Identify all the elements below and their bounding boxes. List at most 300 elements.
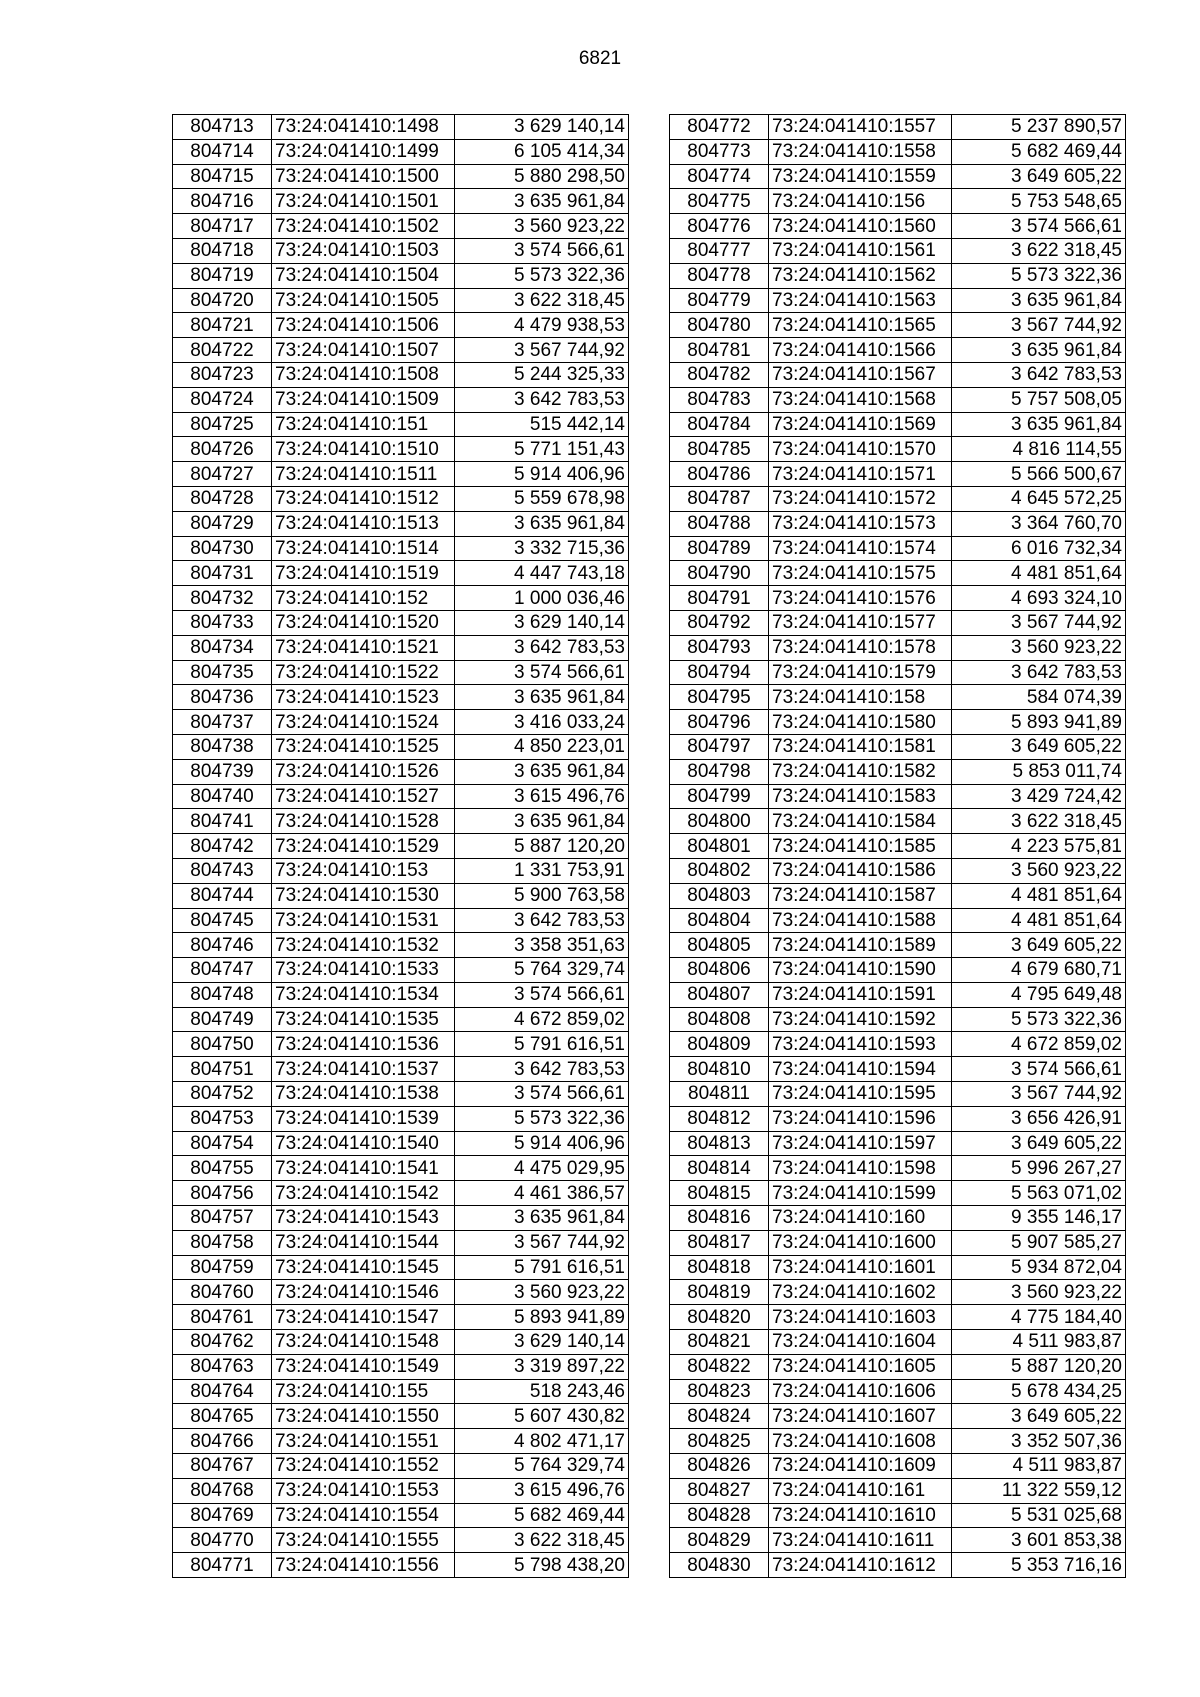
table-row — [670, 189, 1126, 214]
cadastral-number-cell: 73:24:041410:1584 — [769, 809, 952, 834]
table-row — [670, 536, 1126, 561]
row-number-cell: 804755 — [173, 1156, 272, 1181]
value-cell: 3 635 961,84 — [455, 1206, 629, 1231]
value-cell: 3 642 783,53 — [455, 908, 629, 933]
row-number-cell: 804715 — [173, 164, 272, 189]
cadastral-number-cell: 73:24:041410:1596 — [769, 1106, 952, 1131]
row-number-cell: 804821 — [670, 1330, 769, 1355]
table-row — [670, 1206, 1126, 1231]
cadastral-number-cell: 73:24:041410:1556 — [272, 1553, 455, 1578]
value-cell: 3 574 566,61 — [952, 214, 1126, 239]
table-row — [670, 1553, 1126, 1578]
table-row — [670, 214, 1126, 239]
value-cell: 3 319 897,22 — [455, 1354, 629, 1379]
row-number-cell: 804785 — [670, 437, 769, 462]
row-number-cell: 804818 — [670, 1255, 769, 1280]
cadastral-number-cell: 73:24:041410:1600 — [769, 1230, 952, 1255]
row-number-cell: 804743 — [173, 858, 272, 883]
value-cell: 5 559 678,98 — [455, 486, 629, 511]
cadastral-number-cell: 73:24:041410:1611 — [769, 1528, 952, 1553]
row-number-cell: 804782 — [670, 362, 769, 387]
cadastral-number-cell: 73:24:041410:1572 — [769, 486, 952, 511]
row-number-cell: 804824 — [670, 1404, 769, 1429]
value-cell: 3 642 783,53 — [455, 1057, 629, 1082]
row-number-cell: 804764 — [173, 1379, 272, 1404]
cadastral-number-cell: 73:24:041410:1566 — [769, 338, 952, 363]
table-row — [670, 734, 1126, 759]
cadastral-number-cell: 73:24:041410:1608 — [769, 1429, 952, 1454]
value-cell: 3 629 140,14 — [455, 115, 629, 140]
table-row — [173, 1255, 629, 1280]
value-cell: 515 442,14 — [455, 412, 629, 437]
value-cell: 3 642 783,53 — [952, 362, 1126, 387]
value-cell: 5 764 329,74 — [455, 958, 629, 983]
row-number-cell: 804735 — [173, 660, 272, 685]
row-number-cell: 804737 — [173, 710, 272, 735]
value-cell: 4 447 743,18 — [455, 561, 629, 586]
row-number-cell: 804766 — [173, 1429, 272, 1454]
value-cell: 3 574 566,61 — [455, 660, 629, 685]
cadastral-number-cell: 73:24:041410:1528 — [272, 809, 455, 834]
cadastral-number-cell: 73:24:041410:1547 — [272, 1305, 455, 1330]
value-cell: 3 642 783,53 — [455, 387, 629, 412]
value-cell: 3 649 605,22 — [952, 164, 1126, 189]
value-cell: 3 649 605,22 — [952, 933, 1126, 958]
row-number-cell: 804751 — [173, 1057, 272, 1082]
value-cell: 5 853 011,74 — [952, 759, 1126, 784]
cadastral-number-cell: 73:24:041410:1595 — [769, 1082, 952, 1107]
cadastral-number-cell: 73:24:041410:1558 — [769, 139, 952, 164]
row-number-cell: 804725 — [173, 412, 272, 437]
value-cell: 5 798 438,20 — [455, 1553, 629, 1578]
table-row — [173, 1181, 629, 1206]
row-number-cell: 804753 — [173, 1106, 272, 1131]
cadastral-number-cell: 73:24:041410:1586 — [769, 858, 952, 883]
table-row — [670, 1528, 1126, 1553]
cadastral-number-cell: 73:24:041410:1577 — [769, 610, 952, 635]
row-number-cell: 804769 — [173, 1503, 272, 1528]
value-cell: 3 642 783,53 — [455, 635, 629, 660]
table-row — [670, 561, 1126, 586]
value-cell: 4 645 572,25 — [952, 486, 1126, 511]
cadastral-number-cell: 73:24:041410:1599 — [769, 1181, 952, 1206]
value-cell: 5 353 716,16 — [952, 1553, 1126, 1578]
value-cell: 5 791 616,51 — [455, 1255, 629, 1280]
value-cell: 5 566 500,67 — [952, 462, 1126, 487]
cadastral-number-cell: 73:24:041410:1522 — [272, 660, 455, 685]
table-row — [173, 610, 629, 635]
row-number-cell: 804802 — [670, 858, 769, 883]
table-row — [670, 883, 1126, 908]
cadastral-number-cell: 73:24:041410:1521 — [272, 635, 455, 660]
cadastral-number-cell: 73:24:041410:1541 — [272, 1156, 455, 1181]
row-number-cell: 804803 — [670, 883, 769, 908]
row-number-cell: 804773 — [670, 139, 769, 164]
cadastral-number-cell: 73:24:041410:1523 — [272, 685, 455, 710]
value-cell: 5 573 322,36 — [952, 1007, 1126, 1032]
value-cell: 4 672 859,02 — [952, 1032, 1126, 1057]
cadastral-number-cell: 73:24:041410:1546 — [272, 1280, 455, 1305]
cadastral-number-cell: 73:24:041410:1555 — [272, 1528, 455, 1553]
table-row — [670, 1478, 1126, 1503]
row-number-cell: 804742 — [173, 834, 272, 859]
row-number-cell: 804767 — [173, 1454, 272, 1479]
value-cell: 3 567 744,92 — [952, 610, 1126, 635]
row-number-cell: 804721 — [173, 313, 272, 338]
value-cell: 5 914 406,96 — [455, 462, 629, 487]
row-number-cell: 804731 — [173, 561, 272, 586]
table-row — [670, 1305, 1126, 1330]
row-number-cell: 804787 — [670, 486, 769, 511]
value-cell: 3 629 140,14 — [455, 1330, 629, 1355]
row-number-cell: 804794 — [670, 660, 769, 685]
table-row — [670, 486, 1126, 511]
cadastral-number-cell: 73:24:041410:1519 — [272, 561, 455, 586]
row-number-cell: 804810 — [670, 1057, 769, 1082]
table-row — [173, 1503, 629, 1528]
row-number-cell: 804829 — [670, 1528, 769, 1553]
cadastral-number-cell: 73:24:041410:1510 — [272, 437, 455, 462]
row-number-cell: 804713 — [173, 115, 272, 140]
cadastral-number-cell: 73:24:041410:1498 — [272, 115, 455, 140]
cadastral-number-cell: 73:24:041410:1561 — [769, 238, 952, 263]
cadastral-number-cell: 73:24:041410:156 — [769, 189, 952, 214]
row-number-cell: 804771 — [173, 1553, 272, 1578]
cadastral-number-cell: 73:24:041410:1601 — [769, 1255, 952, 1280]
cadastral-number-cell: 73:24:041410:1513 — [272, 511, 455, 536]
cadastral-number-cell: 73:24:041410:1538 — [272, 1082, 455, 1107]
cadastral-number-cell: 73:24:041410:1543 — [272, 1206, 455, 1231]
row-number-cell: 804827 — [670, 1478, 769, 1503]
row-number-cell: 804770 — [173, 1528, 272, 1553]
table-row — [173, 238, 629, 263]
row-number-cell: 804796 — [670, 710, 769, 735]
table-row — [173, 958, 629, 983]
value-cell: 3 364 760,70 — [952, 511, 1126, 536]
cadastral-number-cell: 73:24:041410:1530 — [272, 883, 455, 908]
row-number-cell: 804741 — [173, 809, 272, 834]
table-row — [670, 1230, 1126, 1255]
value-cell: 3 622 318,45 — [952, 238, 1126, 263]
table-row — [173, 834, 629, 859]
table-row — [670, 238, 1126, 263]
value-cell: 5 573 322,36 — [952, 263, 1126, 288]
cadastral-number-cell: 73:24:041410:1585 — [769, 834, 952, 859]
table-row — [173, 511, 629, 536]
value-cell: 518 243,46 — [455, 1379, 629, 1404]
cadastral-number-cell: 73:24:041410:1505 — [272, 288, 455, 313]
cadastral-number-cell: 73:24:041410:1557 — [769, 115, 952, 140]
table-row — [173, 908, 629, 933]
cadastral-number-cell: 73:24:041410:1576 — [769, 586, 952, 611]
table-row — [670, 1404, 1126, 1429]
value-cell: 3 635 961,84 — [952, 338, 1126, 363]
value-cell: 5 682 469,44 — [952, 139, 1126, 164]
table-row — [670, 759, 1126, 784]
cadastral-number-cell: 73:24:041410:161 — [769, 1478, 952, 1503]
table-row — [670, 933, 1126, 958]
table-row — [670, 586, 1126, 611]
row-number-cell: 804749 — [173, 1007, 272, 1032]
table-row — [670, 1503, 1126, 1528]
cadastral-number-cell: 73:24:041410:1579 — [769, 660, 952, 685]
row-number-cell: 804728 — [173, 486, 272, 511]
table-row — [670, 313, 1126, 338]
table-row — [173, 1429, 629, 1454]
table-row — [173, 1528, 629, 1553]
value-cell: 3 635 961,84 — [455, 189, 629, 214]
table-row — [173, 486, 629, 511]
table-row — [670, 1007, 1126, 1032]
cadastral-number-cell: 73:24:041410:1540 — [272, 1131, 455, 1156]
table-row — [670, 660, 1126, 685]
row-number-cell: 804738 — [173, 734, 272, 759]
table-row — [173, 362, 629, 387]
value-cell: 3 574 566,61 — [455, 1082, 629, 1107]
table-row — [670, 1131, 1126, 1156]
value-cell: 5 678 434,25 — [952, 1379, 1126, 1404]
value-cell: 5 900 763,58 — [455, 883, 629, 908]
cadastral-number-cell: 73:24:041410:153 — [272, 858, 455, 883]
value-cell: 3 332 715,36 — [455, 536, 629, 561]
value-cell: 5 573 322,36 — [455, 1106, 629, 1131]
value-cell: 5 914 406,96 — [455, 1131, 629, 1156]
row-number-cell: 804779 — [670, 288, 769, 313]
table-row — [173, 189, 629, 214]
table-row — [670, 412, 1126, 437]
cadastral-number-cell: 73:24:041410:1590 — [769, 958, 952, 983]
value-cell: 3 656 426,91 — [952, 1106, 1126, 1131]
cadastral-number-cell: 73:24:041410:1502 — [272, 214, 455, 239]
cadastral-number-cell: 73:24:041410:158 — [769, 685, 952, 710]
cadastral-number-cell: 73:24:041410:1535 — [272, 1007, 455, 1032]
cadastral-number-cell: 73:24:041410:1604 — [769, 1330, 952, 1355]
row-number-cell: 804786 — [670, 462, 769, 487]
value-cell: 5 791 616,51 — [455, 1032, 629, 1057]
row-number-cell: 804758 — [173, 1230, 272, 1255]
cadastral-number-cell: 73:24:041410:1542 — [272, 1181, 455, 1206]
table-row — [670, 1330, 1126, 1355]
value-cell: 3 635 961,84 — [455, 511, 629, 536]
cadastral-number-cell: 73:24:041410:1551 — [272, 1429, 455, 1454]
table-row — [670, 809, 1126, 834]
table-row — [173, 1404, 629, 1429]
cadastral-number-cell: 73:24:041410:1592 — [769, 1007, 952, 1032]
row-number-cell: 804788 — [670, 511, 769, 536]
row-number-cell: 804768 — [173, 1478, 272, 1503]
table-row — [670, 858, 1126, 883]
value-cell: 4 511 983,87 — [952, 1454, 1126, 1479]
table-row — [173, 1082, 629, 1107]
table-row — [173, 1330, 629, 1355]
cadastral-number-cell: 73:24:041410:1563 — [769, 288, 952, 313]
value-cell: 3 622 318,45 — [455, 288, 629, 313]
table-row — [173, 313, 629, 338]
value-cell: 3 567 744,92 — [952, 313, 1126, 338]
table-row — [173, 858, 629, 883]
value-cell: 5 682 469,44 — [455, 1503, 629, 1528]
cadastral-number-cell: 73:24:041410:1573 — [769, 511, 952, 536]
row-number-cell: 804822 — [670, 1354, 769, 1379]
value-cell: 3 622 318,45 — [952, 809, 1126, 834]
table-row — [173, 734, 629, 759]
cadastral-number-cell: 73:24:041410:1568 — [769, 387, 952, 412]
cadastral-number-cell: 73:24:041410:1511 — [272, 462, 455, 487]
table-row — [173, 1032, 629, 1057]
value-cell: 5 563 071,02 — [952, 1181, 1126, 1206]
value-cell: 5 753 548,65 — [952, 189, 1126, 214]
value-cell: 5 880 298,50 — [455, 164, 629, 189]
row-number-cell: 804799 — [670, 784, 769, 809]
cadastral-number-cell: 73:24:041410:1520 — [272, 610, 455, 635]
value-cell: 3 649 605,22 — [952, 1404, 1126, 1429]
row-number-cell: 804760 — [173, 1280, 272, 1305]
cadastral-number-cell: 73:24:041410:1602 — [769, 1280, 952, 1305]
row-number-cell: 804823 — [670, 1379, 769, 1404]
value-cell: 3 635 961,84 — [455, 685, 629, 710]
row-number-cell: 804813 — [670, 1131, 769, 1156]
value-cell: 4 802 471,17 — [455, 1429, 629, 1454]
row-number-cell: 804746 — [173, 933, 272, 958]
table-row — [670, 908, 1126, 933]
row-number-cell: 804739 — [173, 759, 272, 784]
row-number-cell: 804780 — [670, 313, 769, 338]
row-number-cell: 804757 — [173, 1206, 272, 1231]
value-cell: 584 074,39 — [952, 685, 1126, 710]
table-row — [173, 784, 629, 809]
cadastral-number-cell: 73:24:041410:1591 — [769, 982, 952, 1007]
row-number-cell: 804807 — [670, 982, 769, 1007]
cadastral-number-cell: 73:24:041410:1609 — [769, 1454, 952, 1479]
cadastral-number-cell: 73:24:041410:1537 — [272, 1057, 455, 1082]
value-cell: 5 771 151,43 — [455, 437, 629, 462]
table-row — [670, 362, 1126, 387]
row-number-cell: 804752 — [173, 1082, 272, 1107]
cadastral-number-cell: 73:24:041410:1549 — [272, 1354, 455, 1379]
cadastral-number-cell: 73:24:041410:1607 — [769, 1404, 952, 1429]
table-row — [173, 883, 629, 908]
value-cell: 6 105 414,34 — [455, 139, 629, 164]
registry-table-right — [669, 114, 1126, 1578]
row-number-cell: 804748 — [173, 982, 272, 1007]
row-number-cell: 804763 — [173, 1354, 272, 1379]
value-cell: 5 893 941,89 — [455, 1305, 629, 1330]
row-number-cell: 804756 — [173, 1181, 272, 1206]
row-number-cell: 804736 — [173, 685, 272, 710]
value-cell: 3 635 961,84 — [952, 288, 1126, 313]
table-row — [670, 288, 1126, 313]
table-row — [173, 1131, 629, 1156]
table-row — [670, 1156, 1126, 1181]
value-cell: 11 322 559,12 — [952, 1478, 1126, 1503]
cadastral-number-cell: 73:24:041410:151 — [272, 412, 455, 437]
value-cell: 5 893 941,89 — [952, 710, 1126, 735]
row-number-cell: 804789 — [670, 536, 769, 561]
cadastral-number-cell: 73:24:041410:1610 — [769, 1503, 952, 1528]
row-number-cell: 804816 — [670, 1206, 769, 1231]
table-row — [670, 1181, 1126, 1206]
row-number-cell: 804793 — [670, 635, 769, 660]
cadastral-number-cell: 73:24:041410:1514 — [272, 536, 455, 561]
cadastral-number-cell: 73:24:041410:1550 — [272, 1404, 455, 1429]
table-row — [173, 809, 629, 834]
value-cell: 5 907 585,27 — [952, 1230, 1126, 1255]
cadastral-number-cell: 73:24:041410:160 — [769, 1206, 952, 1231]
cadastral-number-cell: 73:24:041410:1532 — [272, 933, 455, 958]
row-number-cell: 804730 — [173, 536, 272, 561]
cadastral-number-cell: 73:24:041410:1580 — [769, 710, 952, 735]
table-row — [670, 164, 1126, 189]
row-number-cell: 804747 — [173, 958, 272, 983]
cadastral-number-cell: 73:24:041410:1503 — [272, 238, 455, 263]
value-cell: 3 642 783,53 — [952, 660, 1126, 685]
row-number-cell: 804729 — [173, 511, 272, 536]
cadastral-number-cell: 73:24:041410:1545 — [272, 1255, 455, 1280]
cadastral-number-cell: 73:24:041410:1553 — [272, 1478, 455, 1503]
table-row — [670, 635, 1126, 660]
cadastral-number-cell: 73:24:041410:1581 — [769, 734, 952, 759]
value-cell: 4 775 184,40 — [952, 1305, 1126, 1330]
value-cell: 3 429 724,42 — [952, 784, 1126, 809]
table-row — [670, 784, 1126, 809]
cadastral-number-cell: 73:24:041410:1508 — [272, 362, 455, 387]
table-row — [670, 1057, 1126, 1082]
row-number-cell: 804825 — [670, 1429, 769, 1454]
cadastral-number-cell: 73:24:041410:1562 — [769, 263, 952, 288]
value-cell: 5 996 267,27 — [952, 1156, 1126, 1181]
value-cell: 3 615 496,76 — [455, 1478, 629, 1503]
cadastral-number-cell: 73:24:041410:1529 — [272, 834, 455, 859]
table-row — [670, 1106, 1126, 1131]
table-row — [670, 610, 1126, 635]
table-row — [173, 536, 629, 561]
table-row — [670, 115, 1126, 140]
value-cell: 3 601 853,38 — [952, 1528, 1126, 1553]
value-cell: 3 560 923,22 — [952, 858, 1126, 883]
row-number-cell: 804815 — [670, 1181, 769, 1206]
value-cell: 3 622 318,45 — [455, 1528, 629, 1553]
cadastral-number-cell: 73:24:041410:1588 — [769, 908, 952, 933]
cadastral-number-cell: 73:24:041410:1539 — [272, 1106, 455, 1131]
row-number-cell: 804759 — [173, 1255, 272, 1280]
value-cell: 3 560 923,22 — [952, 635, 1126, 660]
cadastral-number-cell: 73:24:041410:1554 — [272, 1503, 455, 1528]
table-row — [670, 1454, 1126, 1479]
table-row — [173, 759, 629, 784]
table-row — [173, 1230, 629, 1255]
cadastral-number-cell: 73:24:041410:1526 — [272, 759, 455, 784]
row-number-cell: 804734 — [173, 635, 272, 660]
table-row — [173, 115, 629, 140]
row-number-cell: 804724 — [173, 387, 272, 412]
table-row — [670, 685, 1126, 710]
value-cell: 4 511 983,87 — [952, 1330, 1126, 1355]
row-number-cell: 804774 — [670, 164, 769, 189]
cadastral-number-cell: 73:24:041410:1565 — [769, 313, 952, 338]
value-cell: 3 629 140,14 — [455, 610, 629, 635]
row-number-cell: 804754 — [173, 1131, 272, 1156]
table-row — [670, 511, 1126, 536]
table-row — [173, 338, 629, 363]
cadastral-number-cell: 73:24:041410:1548 — [272, 1330, 455, 1355]
cadastral-number-cell: 73:24:041410:1512 — [272, 486, 455, 511]
table-row — [670, 1255, 1126, 1280]
row-number-cell: 804762 — [173, 1330, 272, 1355]
cadastral-number-cell: 73:24:041410:1587 — [769, 883, 952, 908]
table-row — [173, 214, 629, 239]
table-row — [173, 561, 629, 586]
cadastral-number-cell: 73:24:041410:1501 — [272, 189, 455, 214]
